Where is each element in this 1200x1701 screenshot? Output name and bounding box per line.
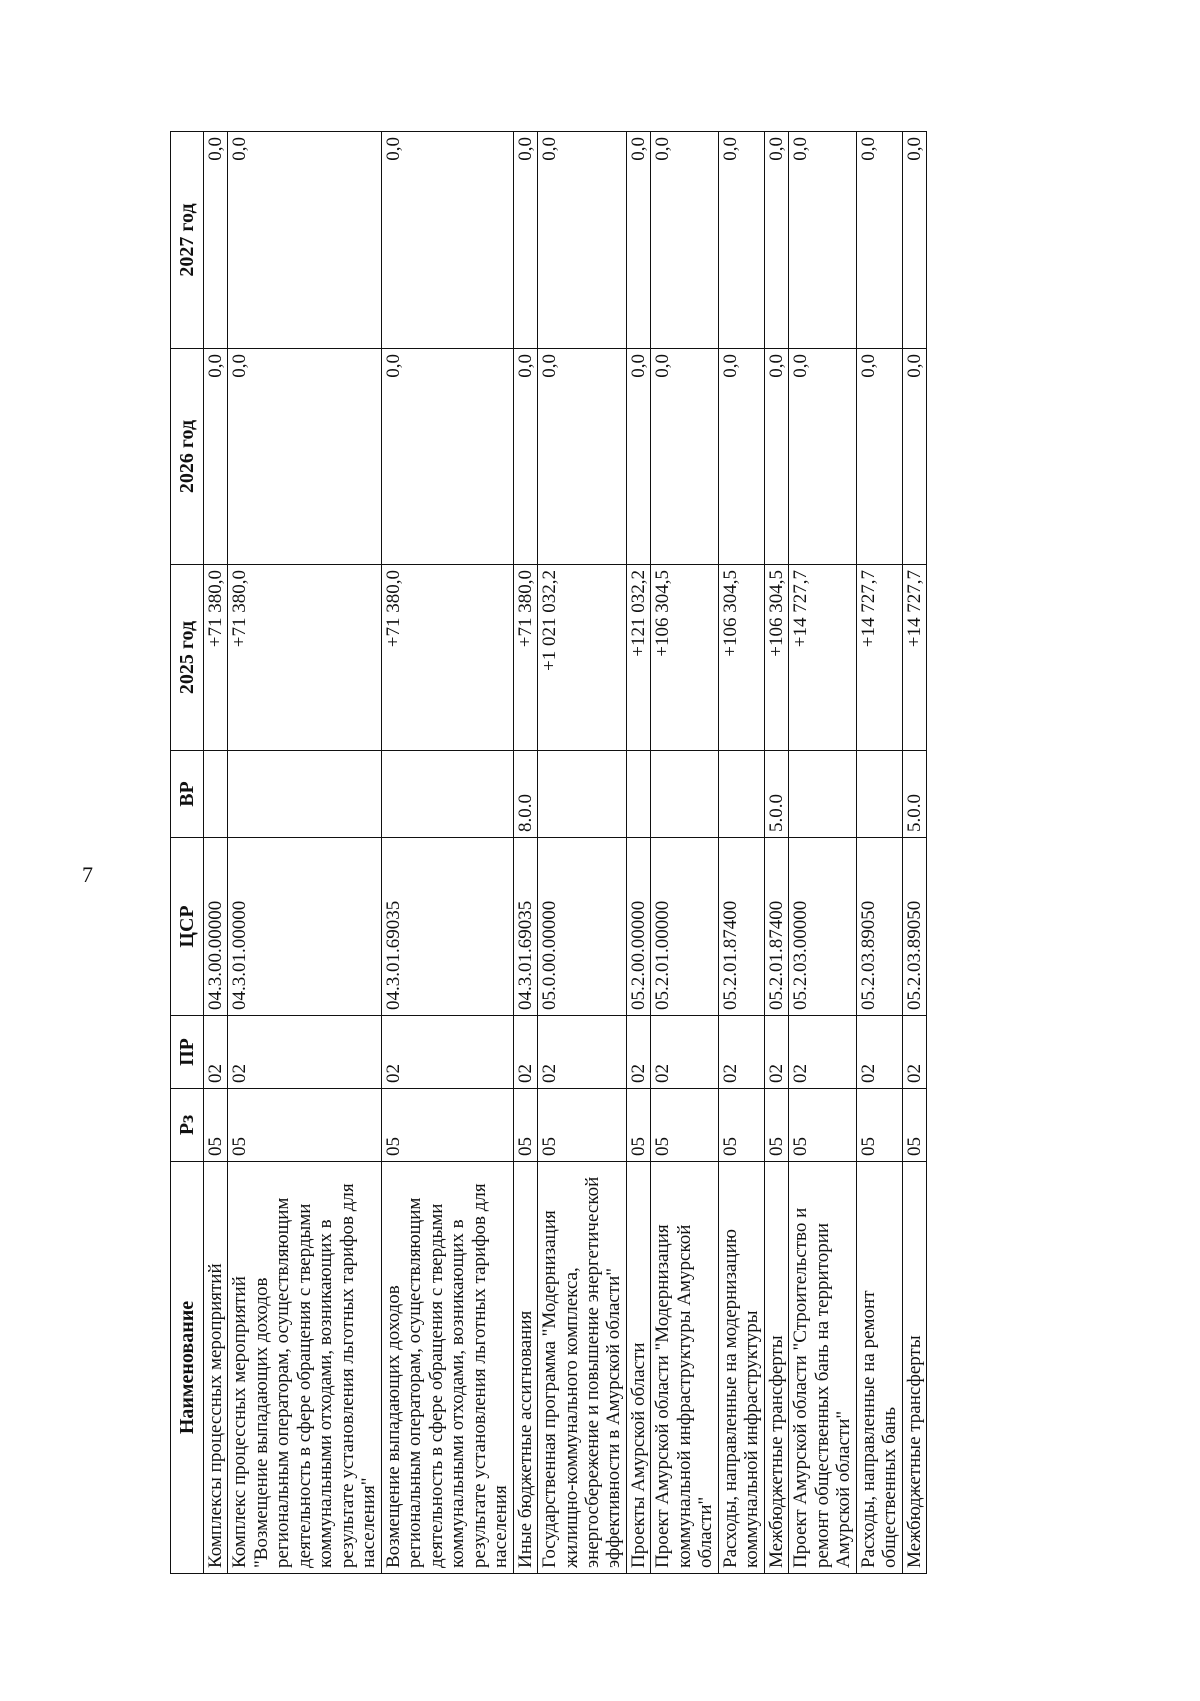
header-name: Наименование (171, 1162, 204, 1574)
cell-rz: 05 (856, 1089, 902, 1162)
table-row (626, 132, 650, 1574)
cell-2025: +71 380,0 (381, 565, 513, 751)
cell-name: Проект Амурской области "Модернизация коммунальной инфраструктуры Амурской области" (651, 1162, 718, 1574)
table-row (538, 132, 627, 1574)
cell-vr (789, 751, 856, 838)
cell-rz: 05 (902, 1089, 926, 1162)
cell-vr: 8.0.0 (513, 751, 537, 838)
cell-name: Комплексы процессных мероприятий (204, 1162, 228, 1574)
cell-name: Расходы, направленные на модернизацию коммунальной инфраструктуры (718, 1162, 764, 1574)
table-row (764, 132, 788, 1574)
cell-csr: 05.2.00.00000 (626, 838, 650, 1016)
cell-vr (856, 751, 902, 838)
cell-rz: 05 (789, 1089, 856, 1162)
cell-2026: 0,0 (513, 349, 537, 565)
cell-2027: 0,0 (538, 132, 627, 349)
cell-vr (381, 751, 513, 838)
cell-csr: 05.2.01.87400 (718, 838, 764, 1016)
cell-name: Возмещение выпадающих доходов региональным операторам, осуществляющим деятельность в сфере обращения с твердыми коммунальными отходами, возникающих в результате установления льготных тарифов для населения (381, 1162, 513, 1574)
cell-2026: 0,0 (538, 349, 627, 565)
cell-2025: +71 380,0 (204, 565, 228, 751)
cell-2025: +14 727,7 (856, 565, 902, 751)
cell-vr (228, 751, 381, 838)
cell-name: Проект Амурской области "Строительство и ремонт общественных бань на территории Амурской области" (789, 1162, 856, 1574)
cell-pr: 02 (651, 1016, 718, 1089)
cell-csr: 05.2.03.89050 (856, 838, 902, 1016)
cell-rz: 05 (204, 1089, 228, 1162)
cell-vr (718, 751, 764, 838)
cell-vr (626, 751, 650, 838)
cell-name: Межбюджетные трансферты (764, 1162, 788, 1574)
header-rz: Рз (171, 1089, 204, 1162)
cell-2026: 0,0 (902, 349, 926, 565)
header-2026: 2026 год (171, 349, 204, 565)
cell-2026: 0,0 (856, 349, 902, 565)
header-2027: 2027 год (171, 132, 204, 349)
cell-2026: 0,0 (381, 349, 513, 565)
cell-2027: 0,0 (204, 132, 228, 349)
cell-name: Государственная программа "Модернизация жилищно-коммунального комплекса, энергосбережение и повышение энергетической эффективности в Амурской области" (538, 1162, 627, 1574)
cell-2026: 0,0 (764, 349, 788, 565)
cell-2025: +106 304,5 (718, 565, 764, 751)
page-number: 7 (82, 862, 93, 887)
cell-2025: +71 380,0 (513, 565, 537, 751)
cell-pr: 02 (626, 1016, 650, 1089)
cell-pr: 02 (856, 1016, 902, 1089)
cell-rz: 05 (718, 1089, 764, 1162)
cell-vr: 5.0.0 (764, 751, 788, 838)
table-row (856, 132, 902, 1574)
cell-rz: 05 (626, 1089, 650, 1162)
cell-name: Проекты Амурской области (626, 1162, 650, 1574)
cell-csr: 05.2.03.89050 (902, 838, 926, 1016)
cell-name: Иные бюджетные ассигнования (513, 1162, 537, 1574)
cell-name: Комплекс процессных мероприятий "Возмещение выпадающих доходов региональным операторам, осуществляющим деятельность в сфере обращения с твердыми коммунальными отходами, возникающих в результате установления льготных тарифов для населения" (228, 1162, 381, 1574)
cell-2025: +14 727,7 (789, 565, 856, 751)
cell-csr: 04.3.01.00000 (228, 838, 381, 1016)
cell-pr: 02 (764, 1016, 788, 1089)
header-csr: ЦСР (171, 838, 204, 1016)
cell-rz: 05 (651, 1089, 718, 1162)
cell-csr: 05.2.03.00000 (789, 838, 856, 1016)
table-row (651, 132, 718, 1574)
cell-2026: 0,0 (626, 349, 650, 565)
cell-2026: 0,0 (718, 349, 764, 565)
cell-2025: +121 032,2 (626, 565, 650, 751)
cell-pr: 02 (718, 1016, 764, 1089)
cell-vr (538, 751, 627, 838)
cell-rz: 05 (381, 1089, 513, 1162)
cell-2027: 0,0 (228, 132, 381, 349)
cell-2026: 0,0 (228, 349, 381, 565)
header-pr: ПР (171, 1016, 204, 1089)
cell-2027: 0,0 (381, 132, 513, 349)
cell-2027: 0,0 (651, 132, 718, 349)
cell-2025: +71 380,0 (228, 565, 381, 751)
cell-2027: 0,0 (626, 132, 650, 349)
table-row (228, 132, 381, 1574)
table-row (381, 132, 513, 1574)
cell-csr: 04.3.01.69035 (513, 838, 537, 1016)
cell-pr: 02 (228, 1016, 381, 1089)
cell-2027: 0,0 (789, 132, 856, 349)
cell-name: Расходы, направленные на ремонт общественных бань (856, 1162, 902, 1574)
cell-2027: 0,0 (718, 132, 764, 349)
cell-name: Межбюджетные трансферты (902, 1162, 926, 1574)
cell-2027: 0,0 (764, 132, 788, 349)
cell-rz: 05 (513, 1089, 537, 1162)
table-header-row (171, 132, 204, 1574)
table-row (789, 132, 856, 1574)
cell-2027: 0,0 (902, 132, 926, 349)
cell-rz: 05 (228, 1089, 381, 1162)
cell-2026: 0,0 (651, 349, 718, 565)
cell-2025: +1 021 032,2 (538, 565, 627, 751)
rotated-table-container (170, 132, 1109, 1574)
cell-rz: 05 (764, 1089, 788, 1162)
cell-pr: 02 (902, 1016, 926, 1089)
cell-2025: +106 304,5 (764, 565, 788, 751)
cell-csr: 05.2.01.87400 (764, 838, 788, 1016)
cell-pr: 02 (204, 1016, 228, 1089)
table-row (902, 132, 926, 1574)
header-vr: ВР (171, 751, 204, 838)
cell-csr: 04.3.00.00000 (204, 838, 228, 1016)
cell-csr: 04.3.01.69035 (381, 838, 513, 1016)
cell-pr: 02 (538, 1016, 627, 1089)
cell-2025: +14 727,7 (902, 565, 926, 751)
cell-rz: 05 (538, 1089, 627, 1162)
cell-2027: 0,0 (856, 132, 902, 349)
cell-pr: 02 (381, 1016, 513, 1089)
cell-2025: +106 304,5 (651, 565, 718, 751)
cell-pr: 02 (789, 1016, 856, 1089)
budget-table (170, 131, 927, 1574)
cell-2026: 0,0 (204, 349, 228, 565)
cell-2026: 0,0 (789, 349, 856, 565)
table-row (718, 132, 764, 1574)
cell-vr (651, 751, 718, 838)
cell-vr (204, 751, 228, 838)
table-row (204, 132, 228, 1574)
table-row (513, 132, 537, 1574)
cell-csr: 05.2.01.00000 (651, 838, 718, 1016)
cell-vr: 5.0.0 (902, 751, 926, 838)
cell-pr: 02 (513, 1016, 537, 1089)
header-2025: 2025 год (171, 565, 204, 751)
cell-2027: 0,0 (513, 132, 537, 349)
cell-csr: 05.0.00.00000 (538, 838, 627, 1016)
